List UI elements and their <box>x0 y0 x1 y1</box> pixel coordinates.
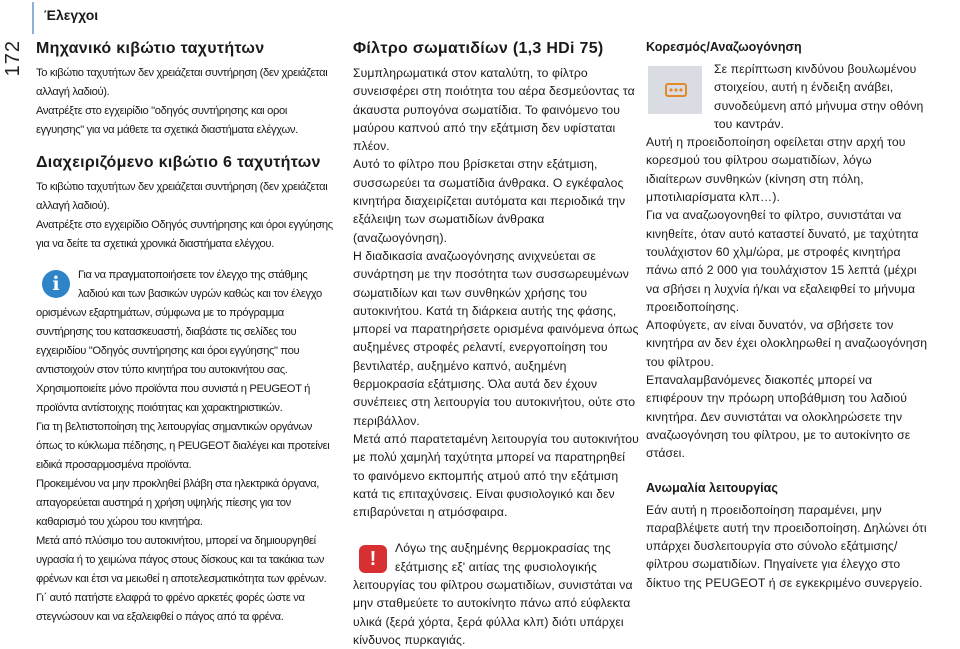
paragraph: Προκειμένου να μην προκληθεί βλάβη στα ηλεκτρικά όργανα, απαγορεύεται αυστηρά η χρήση υψηλής πίεσης για τον καθαρισμό του χώρου του κινητήρα. <box>36 478 320 528</box>
warning-icon: ! <box>359 545 387 573</box>
paragraph: Εάν αυτή η προειδοποίηση παραμένει, μην παραβλέψετε αυτή την προειδοποίηση. Δηλώνει ότι υπάρχει δυσλειτουργία στο σύνολο εξάτμισης/φίλτρου σωματιδίων. Πηγαίνετε για έλεγχο στο δίκτυο της PEUGEOT ή σε εγκεκριμένο συνεργείο. <box>646 502 927 590</box>
paragraph: Αυτό το φίλτρο που βρίσκεται στην εξάτμιση, συσσωρεύει τα σωματίδια άνθρακα. Ο εγκέφαλος κινητήρα διαχειρίζεται αυτόματα και περιοδικά την εξάλειψη των σωματιδίων άνθρακα (αναζωογόνηση). <box>353 157 626 245</box>
info-icon: i <box>42 270 70 298</box>
heading-automated-gearbox: Διαχειριζόμενο κιβώτιο 6 ταχυτήτων <box>36 154 321 171</box>
paragraph: Για να αναζωογονηθεί το φίλτρο, συνιστάται να κινηθείτε, όταν αυτό καταστεί δυνατό, με ταχύτητα τουλάχιστον 60 χλμ/ώρα, με στροφές κινητήρα πάνω από 2 000 για τουλάχιστον 15 λεπτά (μέχρι να σβήσει η λυχνία ή/και να εξαλειφθεί το μήνυμα προειδοποίησης. <box>646 208 919 314</box>
paragraph: Για τη βελτιστοποίηση της λειτουργίας σημαντικών οργάνων όπως το κύκλωμα πέδησης, η PEUGEOT διαλέγει και προτείνει ειδικά προσαρμοσμένα προϊόντα. <box>36 421 330 471</box>
paragraph: Μετά από πλύσιμο του αυτοκινήτου, μπορεί να δημιουργηθεί υγρασία ή το χειμώνα πάγος στους δίσκους και τα τακάκια των φρένων και έτσι να μειωθεί η αποτελεσματικότητα των φρένων. Γι΄ αυτό πατήστε ελαφρά το φρένο αρκετές φορές ώστε να στεγνώσουν και να εξαλειφθεί ο πάγος από τα φρένα. <box>36 535 327 623</box>
paragraph: Συμπληρωματικά στον καταλύτη, το φίλτρο συνεισφέρει στη ποιότητα του αέρα δεσμεύοντας τα άκαυστα ρυπογόνα σωματίδια. Το φαινόμενο του μαύρου καπνού από την εξάτμιση δεν υφίσταται πλέον. <box>353 66 635 154</box>
column-right <box>646 40 930 592</box>
heading-manual-gearbox: Μηχανικό κιβώτιο ταχυτήτων <box>36 40 265 57</box>
heading-malfunction: Ανωμαλία λειτουργίας <box>646 480 778 495</box>
info-note <box>36 266 334 627</box>
paragraph: Το κιβώτιο ταχυτήτων δεν χρειάζεται συντήρηση (δεν χρειάζεται αλλαγή λαδιού). <box>36 181 328 212</box>
warning-note-text: Λόγω της αυξημένης θερμοκρασίας της εξάτμισης εξ' αιτίας της φυσιολογικής λειτουργίας του φίλτρου σωματιδίων, συνιστάται να μην σταθμεύετε το αυτοκίνητο πάνω από εύφλεκτα υλικά (ξερά χόρτα, ξερά φύλλα κλπ) διότι υπάρχει κίνδυνος πυρκαγιάς. <box>353 541 633 647</box>
paragraph: Ανατρέξτε στο εγχειρίδιο Οδηγός συντήρησης και όροι εγγύησης για να δείτε τα σχετικά χρονικά διαστήματα ελέγχου. <box>36 219 333 250</box>
particle-filter-warning-icon <box>648 66 702 114</box>
paragraph: Χρησιμοποιείτε μόνο προϊόντα που συνιστά η PEUGEOT ή προϊόντα αντίστοιχης ποιότητας και χαρακτηριστικών. <box>36 383 311 414</box>
paragraph: Αυτή η προειδοποίηση οφείλεται στην αρχή του κορεσμού του φίλτρου σωματιδίων, λόγω ιδιαίτερων συνθηκών (κίνηση στη πόλη, μποτιλιαρίσματα κλπ…). <box>646 135 906 205</box>
paragraph: Ανατρέξτε στο εγχειρίδιο "οδηγός συντήρησης και οροι εγγυησης" για να μάθετε τα σχετικά διαστήματα ελέγχων. <box>36 105 298 136</box>
section-title: Έλεγχοι <box>32 2 98 34</box>
filter-lamp-glyph-icon <box>665 80 687 100</box>
page-margin-rail <box>0 0 26 640</box>
warning-note <box>353 539 640 649</box>
heading-particle-filter: Φίλτρο σωματιδίων (1,3 HDi 75) <box>353 40 604 57</box>
column-left <box>36 40 334 627</box>
heading-saturation-regeneration: Κορεσμός/Αναζωογόνηση <box>646 40 802 54</box>
info-note-text: Για να πραγματοποιήσετε τον έλεγχο της στάθμης λαδιού και των βασικών υγρών καθώς και τον έλεγχο ορισμένων εξαρτημάτων, σύμφωνα με το πρόγραμμα συντήρησης του κατασκευαστή, διαβάστε τις σελίδες του εγχειριδίου "Οδηγός συντήρησης και όροι εγγύησης" που αντιστοιχούν στον τύπο κινητήρα του αυτοκινήτου σας. <box>36 269 322 376</box>
column-middle <box>353 40 640 649</box>
paragraph: Μετά από παρατεταμένη λειτουργία του αυτοκινήτου με πολύ χαμηλή ταχύτητα μπορεί να παρατηρηθεί το φαινόμενο εκπομπής ατμού από την εξάτμιση κατά τις επιταχύνσεις. Είναι φυσιολογικό και δεν επιβαρύνεται η ατμόσφαιρα. <box>353 431 639 520</box>
paragraph: Το κιβώτιο ταχυτήτων δεν χρειάζεται συντήρηση (δεν χρειάζεται αλλαγή λαδιού). <box>36 67 328 98</box>
paragraph: Η διαδικασία αναζωογόνησης ανιχνεύεται σε συνάρτηση με την ποσότητα των συσσωρευμένων σωματιδίων και των συνθηκών χρήσης του αυτοκινήτου. Κατά τη διάρκεια αυτής της φάσης, μπορεί να παρατηρήσετε ορισμένα φαινόμενα όπως αυξημένες στροφές ρελαντί, ενεργοποίηση του βεντιλατέρ, αυξημένο καπνό, αυξημένη θερμοκρασία εξάτμισης. Όλα αυτά δεν έχουν συνέπειες στη λειτουργία του αυτοκινήτου, ούτε στο περιβάλλον. <box>353 248 639 428</box>
page-number: 172 <box>2 40 24 77</box>
warning-lamp-text: Σε περίπτωση κινδύνου βουλωμένου στοιχείου, αυτή η ένδειξη ανάβει, συνοδεύμενη από μήνυμα στην οθόνη του καντράν. <box>714 62 924 131</box>
paragraph: Επαναλαμβανόμενες διακοπές μπορεί να επιφέρουν την πρόωρη υποβάθμιση του λαδιού κινητήρα. Δεν συνιστάται να ολοκληρώσετε την αναζωογόνηση του φίλτρου, με το αυτοκίνητο σε στάσει. <box>646 373 911 461</box>
warning-lamp-note <box>646 60 930 133</box>
paragraph: Αποφύγετε, αν είναι δυνατόν, να σβήσετε τον κινητήρα αν δεν έχει ολοκληρωθεί η αναζωογόνηση του φίλτρου. <box>646 318 928 369</box>
